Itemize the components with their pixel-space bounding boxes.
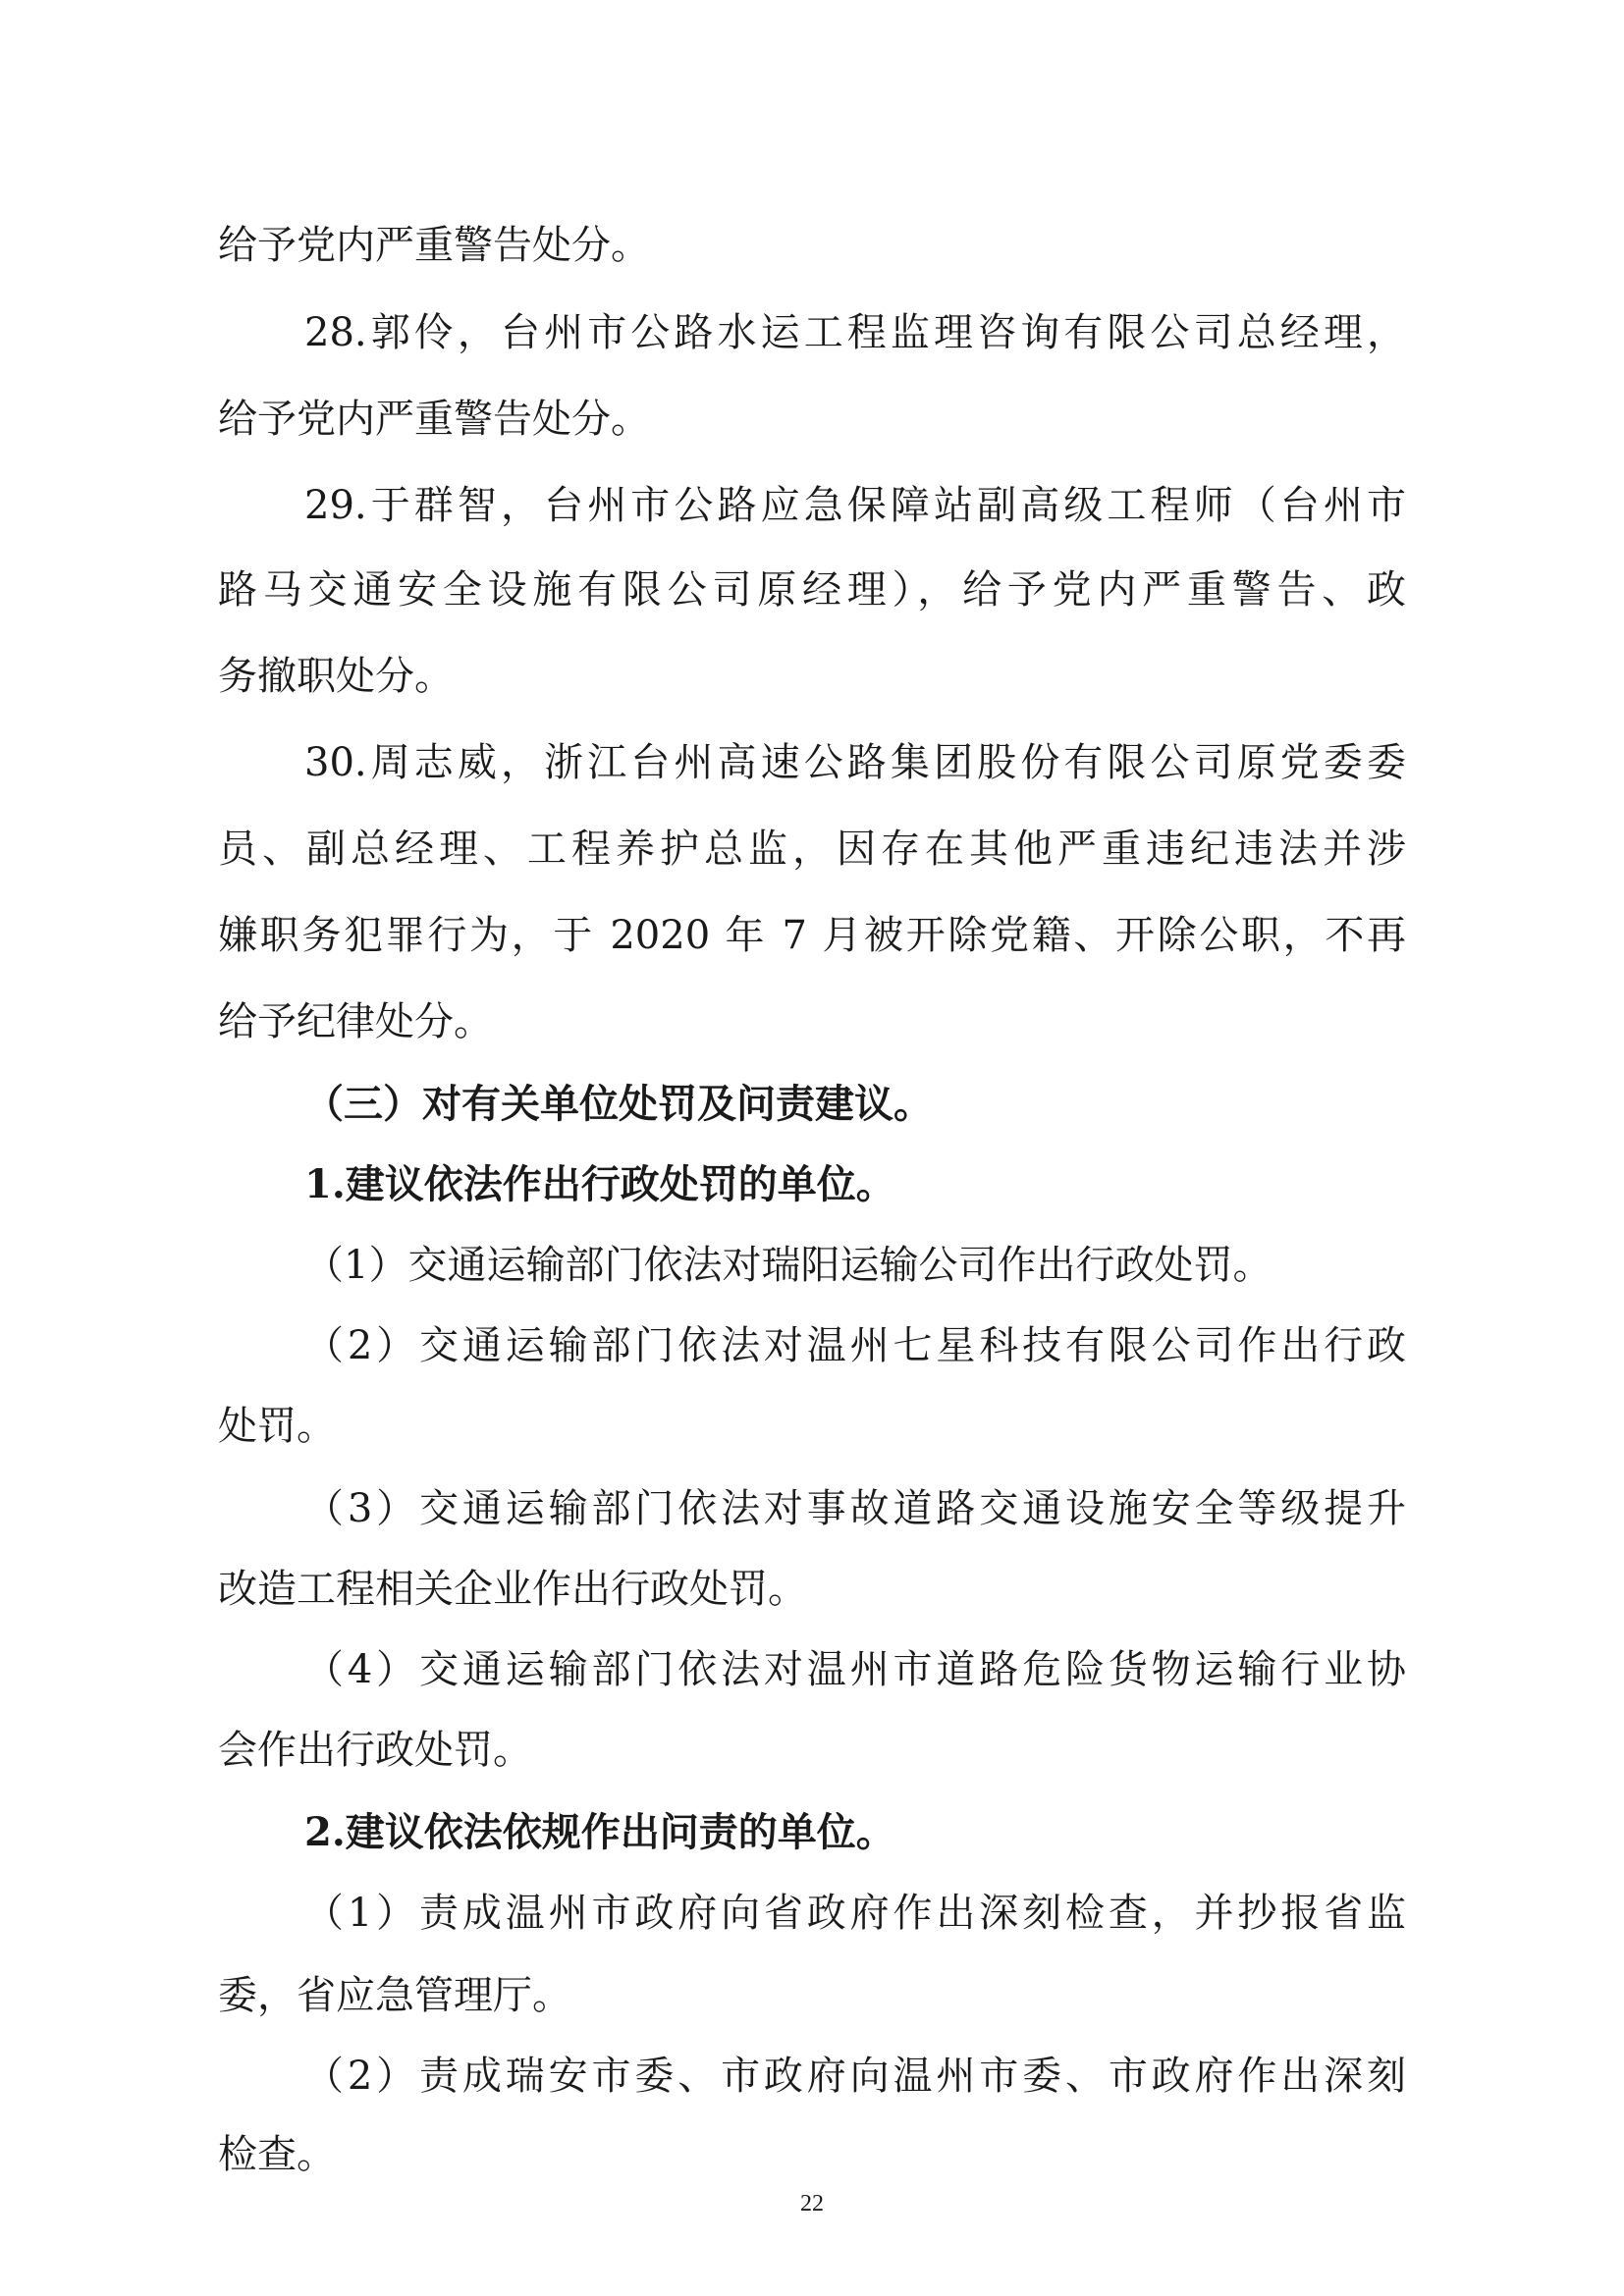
subsection-heading: 2.建议依法依规作出问责的单位。 bbox=[304, 1809, 895, 1855]
body-text-line: 检查。 bbox=[218, 2132, 336, 2177]
body-text-line: 29.于群智，台州市公路应急保障站副高级工程师（台州市 bbox=[304, 483, 1406, 528]
body-text-line: （4）交通运输部门依法对温州市道路危险货物运输行业协 bbox=[304, 1647, 1406, 1692]
body-text-line: 给予党内严重警告处分。 bbox=[218, 397, 650, 442]
body-text-line: 30.周志威，浙江台州高速公路集团股份有限公司原党委委 bbox=[304, 740, 1406, 785]
body-text-line: （1）责成温州市政府向省政府作出深刻检查，并抄报省监 bbox=[304, 1891, 1406, 1936]
body-text-line: 务撤职处分。 bbox=[218, 654, 454, 699]
body-text-line: （2）交通运输部门依法对温州七星科技有限公司作出行政 bbox=[304, 1323, 1406, 1368]
body-text-line: 处罚。 bbox=[218, 1404, 336, 1449]
body-text-line: 委，省应急管理厅。 bbox=[218, 1973, 571, 2018]
body-text-line: 嫌职务犯罪行为，于 2020 年 7 月被开除党籍、开除公职，不再 bbox=[218, 913, 1406, 958]
body-text-line: 给予纪律处分。 bbox=[218, 999, 493, 1044]
body-text-line: 28.郭伶，台州市公路水运工程监理咨询有限公司总经理， bbox=[304, 310, 1406, 355]
body-text-line: 员、副总经理、工程养护总监，因存在其他严重违纪违法并涉 bbox=[218, 827, 1406, 872]
body-text-line: 改造工程相关企业作出行政处罚。 bbox=[218, 1567, 807, 1612]
body-text-line: （2）责成瑞安市委、市政府向温州市委、市政府作出深刻 bbox=[304, 2054, 1406, 2099]
section-heading: （三）对有关单位处罚及问责建议。 bbox=[304, 1081, 933, 1127]
body-text-line: （1）交通运输部门依法对瑞阳运输公司作出行政处罚。 bbox=[304, 1243, 1272, 1288]
body-text-line: （3）交通运输部门依法对事故道路交通设施安全等级提升 bbox=[304, 1486, 1406, 1531]
page-number: 22 bbox=[800, 2191, 824, 2216]
body-text-line: 路马交通安全设施有限公司原经理），给予党内严重警告、政 bbox=[218, 567, 1406, 613]
body-text-line: 会作出行政处罚。 bbox=[218, 1728, 532, 1773]
body-text-line: 给予党内严重警告处分。 bbox=[218, 223, 650, 268]
subsection-heading: 1.建议依法作出行政处罚的单位。 bbox=[304, 1161, 895, 1207]
